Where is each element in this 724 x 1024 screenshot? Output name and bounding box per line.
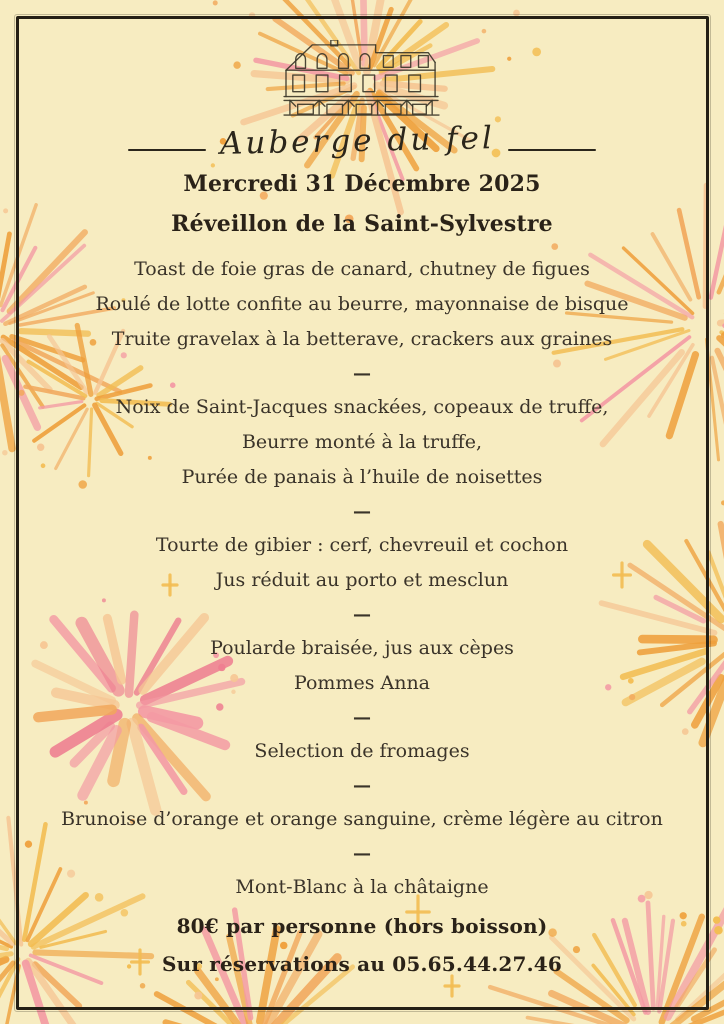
event-date: Mercredi 31 Décembre 2025 [183, 171, 541, 197]
menu-body [0, 252, 724, 905]
signature-script: Auberge du fel [219, 120, 495, 162]
signature-row [128, 118, 597, 164]
event-title: Réveillon de la Saint-Sylvestre [171, 211, 553, 237]
price-line: 80€ par personne (hors boisson) [176, 914, 548, 938]
menu-item: Beurre monté à la truffe, [241, 431, 483, 453]
menu-item: Jus réduit au porto et mesclun [215, 569, 509, 591]
course-separator: — [353, 363, 371, 384]
menu-item: Mont-Blanc à la châtaigne [235, 876, 489, 898]
menu-item: Truite gravelax à la betterave, crackers aux graines [111, 328, 613, 350]
course-separator: — [353, 707, 371, 728]
menu-item: Pommes Anna [293, 672, 431, 694]
signature-flourish-left [128, 149, 206, 151]
menu-item: Toast de foie gras de canard, chutney de figues [134, 258, 590, 280]
menu-item: Roulé de lotte confite au beurre, mayonnaise de bisque [95, 293, 629, 315]
course-separator: — [353, 775, 371, 796]
signature-flourish-right [508, 149, 596, 151]
course-separator: — [353, 604, 371, 625]
menu-item: Poularde braisée, jus aux cèpes [210, 637, 514, 659]
restaurant-building-logo-icon [280, 40, 444, 116]
menu-item: Brunoise d’orange et orange sanguine, crème légère au citron [61, 808, 663, 830]
menu-item: Selection de fromages [254, 740, 470, 762]
menu-item: Purée de panais à l’huile de noisettes [181, 466, 543, 488]
menu-footer [162, 907, 562, 983]
menu-item: Noix de Saint-Jacques snackées, copeaux de truffe, [115, 396, 609, 418]
course-separator: — [353, 843, 371, 864]
reservation-line: Sur réservations au 05.65.44.27.46 [161, 952, 563, 976]
course-separator: — [353, 501, 371, 522]
menu-item: Tourte de gibier : cerf, chevreuil et cochon [155, 534, 569, 556]
